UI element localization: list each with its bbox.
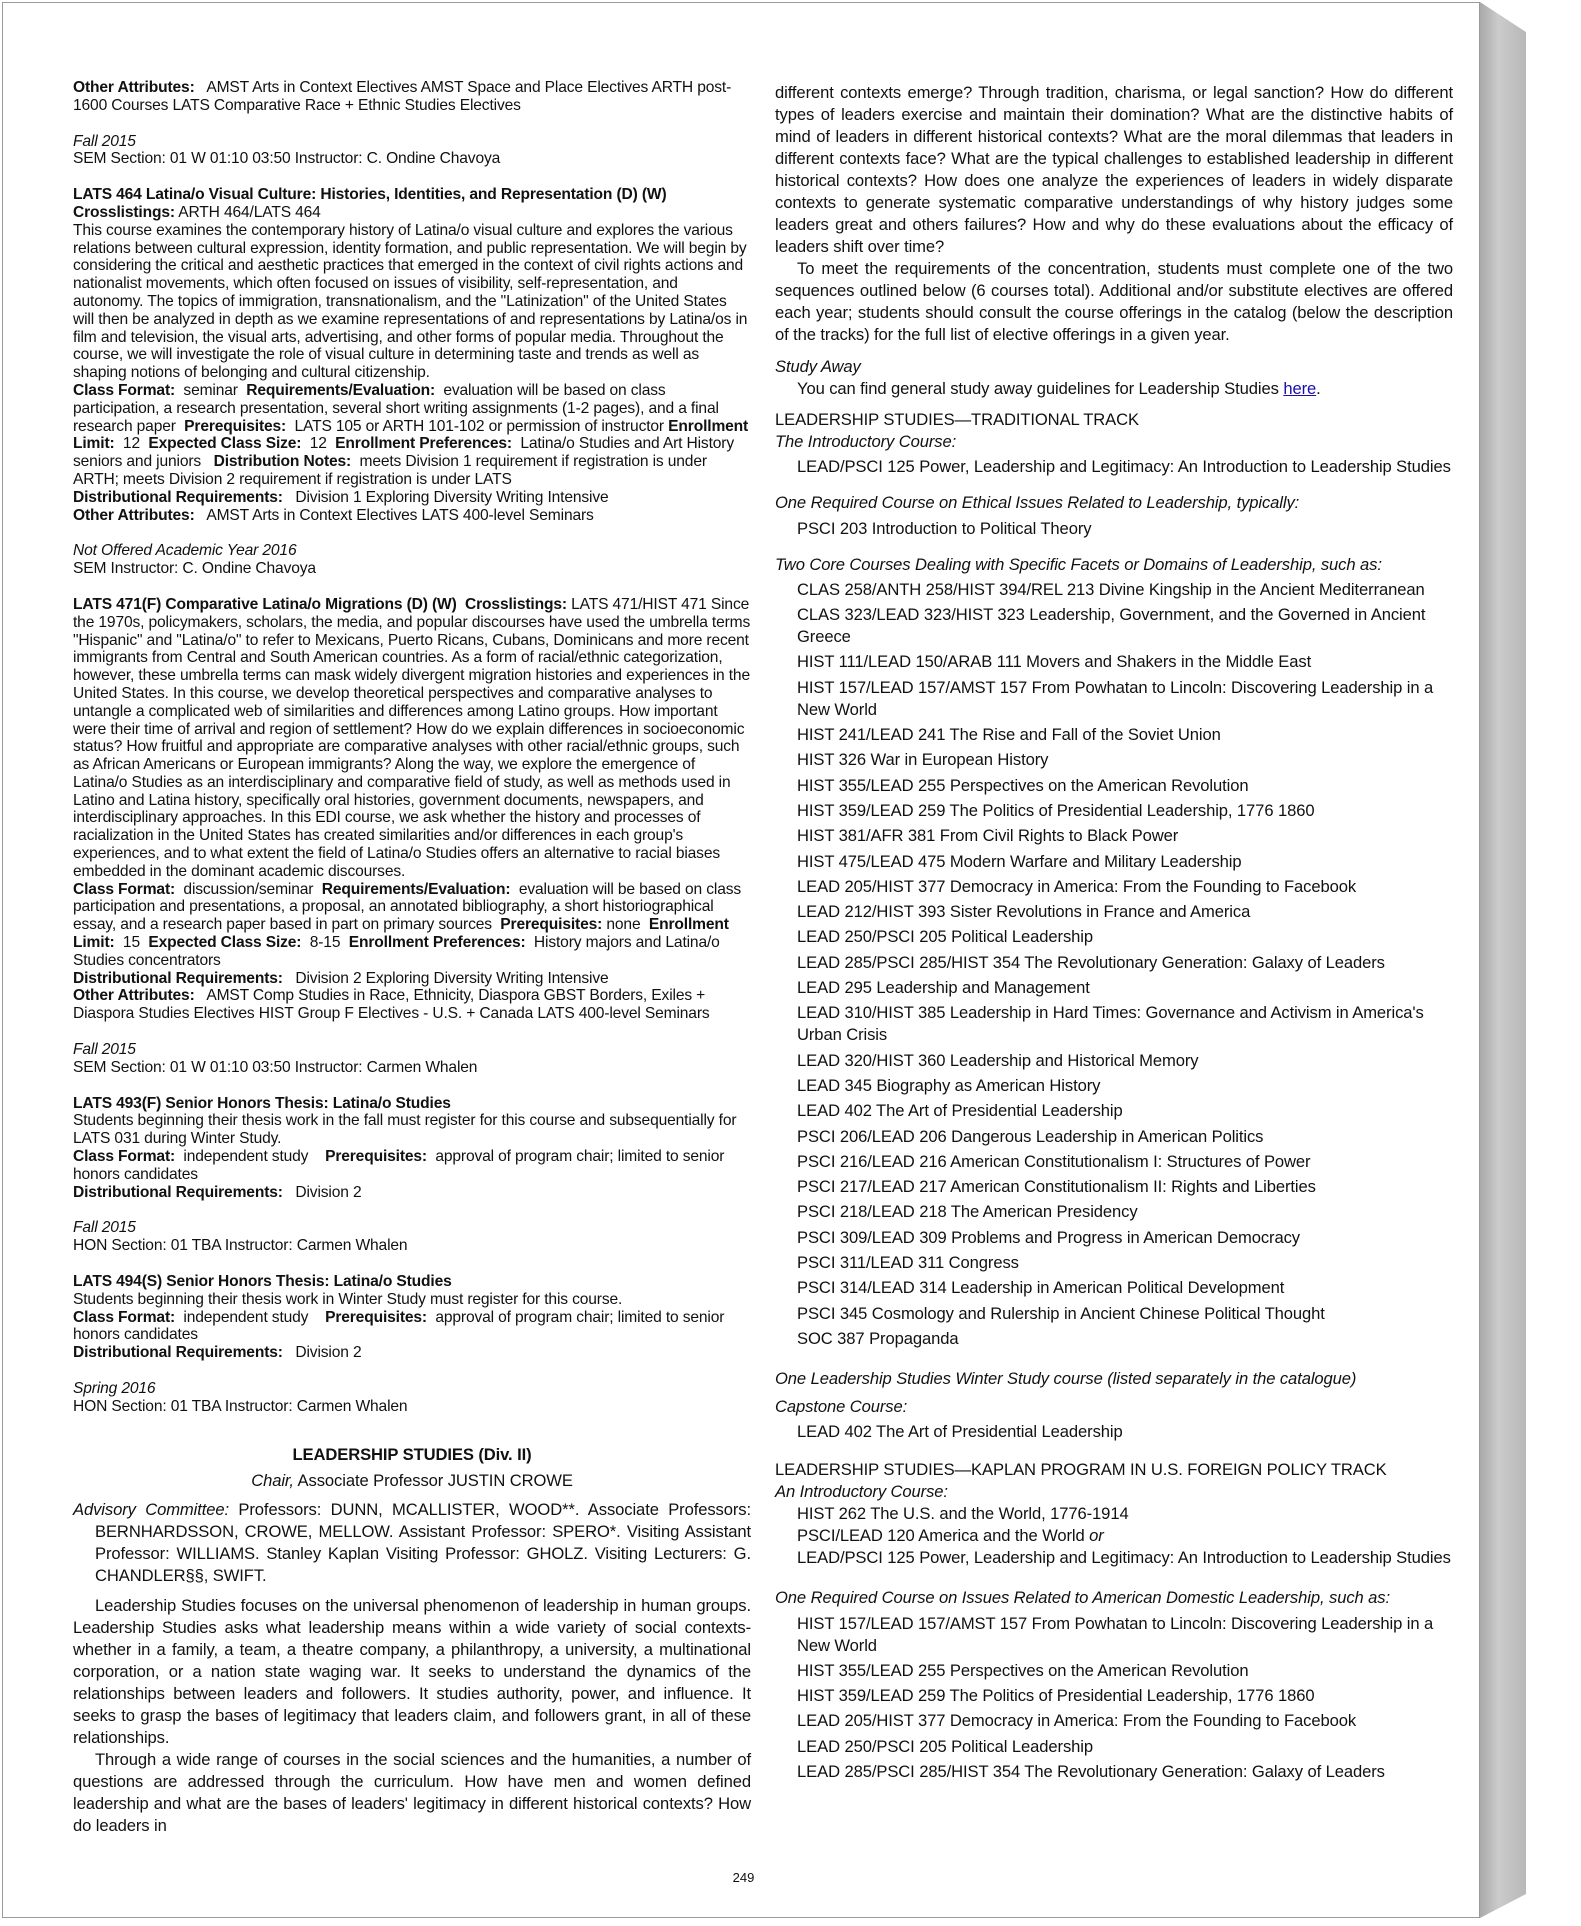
list-item: HIST 157/LEAD 157/AMST 157 From Powhatan to Lincoln: Discovering Leadership in a New World — [797, 677, 1434, 719]
advisory-committee: Advisory Committee: Professors: DUNN, MCALLISTER, WOOD**. Associate Professors: BERNHARDSSON, CROWE, MELLOW. Assistant Professor: SPERO*. Visiting Assistant Professor: WILLIAMS. Stanley Kaplan Visiting Professor: GHOLZ. Visiting Lecturers: G. CHANDLER§§, SWIFT. — [73, 1499, 752, 1585]
list-item: LEAD 345 Biography as American History — [797, 1075, 1101, 1095]
list-item: LEAD 285/PSCI 285/HIST 354 The Revolutionary Generation: Galaxy of Leaders — [797, 1761, 1385, 1781]
list-item: HIST 157/LEAD 157/AMST 157 From Powhatan to Lincoln: Discovering Leadership in a New World — [797, 1613, 1434, 1655]
section-info: SEM Section: 01 W 01:10 03:50 Instructor: Carmen Whalen — [73, 1058, 478, 1076]
subheading: One Required Course on Issues Related to American Domestic Leadership, such as: — [775, 1588, 1390, 1608]
section-heading: LEADERSHIP STUDIES (Div. II) — [292, 1444, 532, 1464]
course-description: Since the 1970s, policymakers, scholars, the media, and popular discourses have used the umbrella terms "Hispanic" and "Latina/o" to refer to Mexicans, Puerto Ricans, Cubans, Dominicans and more recent immigrants from Central and South American countries. As a form of racial/ethnic categorization, however, these umbrella terms can mask widely divergent migration histories and experiences in the United States. In this course, we develop theoretical perspectives and comparative analyses to untangle a complicated web of similarities and differences among Latino groups. How important were their time of arrival and region of settlement? How do we explain differences in socioeconomic status? How fruitful and appropriate are comparative analyses with other racial/ethnic groups, such as African Americans or European immigrants? Along the way, we explore the emergence of Latina/o Studies as an interdisciplinary and comparative field of study, as well as methods used in Latino and Latina history, specifically oral histories, government documents, newspapers, and interdisciplinary approaches. In this EDI course, we ask whether the history and processes of racialization in the United States has created similarities and/or differences in each group's experiences, and to what extent the field of Latina/o Studies offers an alternative to racial biases embedded in the dominant academic discourses. — [73, 595, 751, 880]
subheading: Capstone Course: — [775, 1396, 908, 1416]
list-item: LEAD 295 Leadership and Management — [797, 978, 1090, 998]
here-link[interactable]: here — [1283, 379, 1317, 398]
subheading: One Required Course on Ethical Issues Related to Leadership, typically: — [775, 493, 1300, 513]
list-item: LEAD 250/PSCI 205 Political Leadership — [797, 927, 1093, 947]
course-description: Students beginning their thesis work in the fall must register for this course and subsequentially for LATS 031 during Winter Study. — [73, 1112, 737, 1148]
crosslistings: LATS 471/HIST 471 — [571, 595, 707, 613]
list-item: LEAD/PSCI 125 Power, Leadership and Legitimacy: An Introduction to Leadership Studies — [797, 457, 1451, 477]
list-item: LEAD 250/PSCI 205 Political Leadership — [797, 1736, 1093, 1756]
course-list — [775, 1503, 1453, 1569]
section-info: HON Section: 01 TBA Instructor: Carmen Whalen — [73, 1237, 408, 1255]
list-item: HIST 262 The U.S. and the World, 1776-1914 — [797, 1504, 1129, 1524]
track-heading: LEADERSHIP STUDIES—TRADITIONAL TRACK — [775, 410, 1139, 429]
list-item: LEAD 205/HIST 377 Democracy in America: From the Founding to Facebook — [797, 1711, 1357, 1731]
list-item: LEAD 402 The Art of Presidential Leadership — [797, 1422, 1123, 1442]
list-item: CLAS 258/ANTH 258/HIST 394/REL 213 Divine Kingship in the Ancient Mediterranean — [797, 579, 1425, 599]
subheading: Two Core Courses Dealing with Specific Facets or Domains of Leadership, such as: — [775, 554, 1382, 574]
course-list — [775, 518, 1453, 540]
list-item: PSCI/LEAD 120 America and the World or — [797, 1526, 1104, 1546]
study-away-text: You can find general study away guidelines for Leadership Studies here. — [797, 379, 1321, 398]
course-title: LATS 471(F) Comparative Latina/o Migrations (D) (W) — [73, 595, 457, 613]
course-list — [775, 1613, 1453, 1783]
course-title: LATS 494(S) Senior Honors Thesis: Latina/o Studies — [73, 1273, 452, 1291]
term: Not Offered Academic Year 2016 — [73, 542, 297, 560]
subheading: One Leadership Studies Winter Study course (listed separately in the catalogue) — [775, 1368, 1357, 1388]
list-item: LEAD 402 The Art of Presidential Leadership — [797, 1101, 1123, 1121]
chair-line: Chair, Associate Professor JUSTIN CROWE — [251, 1470, 573, 1490]
term: Fall 2015 — [73, 1219, 136, 1237]
leadership-studies-intro — [73, 1444, 751, 1837]
list-item: LEAD 212/HIST 393 Sister Revolutions in France and America — [797, 902, 1251, 922]
list-item: LEAD 285/PSCI 285/HIST 354 The Revolutionary Generation: Galaxy of Leaders — [797, 952, 1385, 972]
body-paragraph: Through a wide range of courses in the social sciences and the humanities, a number of questions are addressed through the curriculum. How have men and women defined leadership and what are the bases of leaders' legitimacy in different historical contexts? How do leaders in — [73, 1749, 751, 1835]
other-attributes: Other Attributes: AMST Arts in Context Electives AMST Space and Place Electives ARTH post-1600 Courses LATS Comparative Race + Ethnic Studies Electives — [73, 79, 732, 114]
course-details: Class Format: independent study Prerequisites: approval of program chair; limited to senior honors candidates — [73, 1308, 725, 1344]
list-item: HIST 381/AFR 381 From Civil Rights to Black Power — [797, 826, 1179, 846]
term: Fall 2015 — [73, 1041, 136, 1059]
page-number: 249 — [732, 1870, 755, 1885]
section-info: SEM Section: 01 W 01:10 03:50 Instructor: C. Ondine Chavoya — [73, 150, 501, 168]
list-item: HIST 359/LEAD 259 The Politics of Presidential Leadership, 1776 1860 — [797, 800, 1315, 820]
list-item: PSCI 218/LEAD 218 The American Presidency — [797, 1202, 1138, 1222]
page-edge-shadow — [1480, 2, 1526, 1918]
course-details: Class Format: seminar Requirements/Evaluation: evaluation will be based on class participation, a research presentation, several short writing assignments (1-2 pages), and a final research paper Prerequisites: LATS 105 or ARTH 101-102 or permission of instructor Enrollment Limit: 12 Expected Class Size: 12 Enrollment Preferences: Latina/o Studies and Art History seniors and juniors Distribution Notes: meets Division 1 requirement if registration is under ARTH; meets Division 2 requirement if registration is under LATS — [73, 381, 749, 488]
list-item: LEAD/PSCI 125 Power, Leadership and Legitimacy: An Introduction to Leadership Studies — [797, 1548, 1451, 1568]
term: Spring 2016 — [73, 1380, 156, 1397]
body-paragraph: Leadership Studies focuses on the universal phenomenon of leadership in human groups. Leadership Studies asks what leadership means within a wide variety of social contexts-whether in a family, a team, a theatre company, a philanthropy, a university, a multinational corporation, or a nation state waging war. It seeks to understand the dynamics of the relationships between leaders and followers. It studies authority, power, and influence. It seeks to grasp the bases of legitimacy that leaders claim, and followers grant, in all of these relationships. — [73, 1595, 751, 1747]
subheading-study-away: Study Away — [775, 357, 861, 376]
list-item: PSCI 309/LEAD 309 Problems and Progress in American Democracy — [797, 1227, 1301, 1247]
section-info: SEM Instructor: C. Ondine Chavoya — [73, 560, 316, 578]
other-attributes: AMST Comp Studies in Race, Ethnicity, Diaspora GBST Borders, Exiles + Diaspora Studies Electives HIST Group F Electives - U.S. + Canada LATS 400-level Seminars — [73, 987, 710, 1023]
list-item: LEAD 320/HIST 360 Leadership and Historical Memory — [797, 1050, 1199, 1070]
distributional-requirements: Division 2 — [295, 1344, 362, 1362]
list-item: PSCI 217/LEAD 217 American Constitutionalism II: Rights and Liberties — [797, 1177, 1316, 1197]
list-item: HIST 359/LEAD 259 The Politics of Presidential Leadership, 1776 1860 — [797, 1686, 1315, 1706]
catalog-page — [2, 2, 1480, 1918]
course-lats-471: LATS 471(F) Comparative Latina/o Migrations (D) (W) Crosslistings: LATS 471/HIST 471 Since the 1970s, policymakers, scholars, the media, and popular discourses have used the umbrella terms "Hispanic" and "Latina/o" to refer to Mexicans, Puerto Ricans, Cubans, Dominicans and more recent immigrants from Central and South American countries. As a form of racial/ethnic categorization, however, these umbrella terms can mask widely divergent migration histories and experiences in the United States. In this course, we develop theoretical perspectives and comparative analyses to untangle a complicated web of similarities and differences among Latino groups. How important were their time of arrival and region of settlement? How do we explain differences in socioeconomic status? How fruitful and appropriate are comparative analyses with other racial/ethnic groups, such as African Americans or European immigrants? Along the way, we explore the emergence of Latina/o Studies as an interdisciplinary and comparative field of study, as well as methods used in Latino and Latina history, specifically oral histories, government documents, newspapers, and interdisciplinary approaches. In this EDI course, we ask whether the history and processes of racialization in the United States has created similarities and/or differences in each group's experiences, and to what extent the field of Latina/o Studies offers an alternative to racial biases embedded in the dominant academic discourses. Class Format: discussion/seminar Requirements/Evaluation: evaluation will be based on class participation and presentations, a proposal, an annotated bibliography, a short historiographical essay, and a research paper based in part on primary sources Prerequisites: none Enrollment Limit: 15 Expected Class Size: 8-15 Enrollment Preferences: History majors and Latina/o Studies concentrators Distributional Requirements: Division 2 Exploring Diversity Writing Intensive Other Attributes: AMST Comp Studies in Race, Ethnicity, Diaspora GBST Borders, Exiles + Diaspora Studies Electives HIST Group F Electives - U.S. + Canada LATS 400-level Seminars Fall 2015 SEM Section: 01 W 01:10 03:50 Instructor: Carmen Whalen — [73, 595, 751, 1076]
list-item: PSCI 203 Introduction to Political Theory — [797, 518, 1092, 538]
list-item: PSCI 345 Cosmology and Rulership in Ancient Chinese Political Thought — [797, 1303, 1325, 1323]
list-item: PSCI 206/LEAD 206 Dangerous Leadership in American Politics — [797, 1126, 1264, 1146]
course-title: LATS 464 Latina/o Visual Culture: Histories, Identities, and Representation (D) (W) — [73, 186, 667, 204]
list-item: PSCI 314/LEAD 314 Leadership in American Political Development — [797, 1278, 1285, 1298]
list-item: PSCI 311/LEAD 311 Congress — [797, 1253, 1019, 1273]
list-item: PSCI 216/LEAD 216 American Constitutionalism I: Structures of Power — [797, 1151, 1311, 1171]
list-item: LEAD 310/HIST 385 Leadership in Hard Times: Governance and Activism in America's Urban Crisis — [797, 1003, 1424, 1045]
course-list — [775, 456, 1453, 478]
crosslistings: ARTH 464/LATS 464 — [178, 203, 321, 221]
list-item: HIST 326 War in European History — [797, 750, 1049, 770]
course-lats-464: LATS 464 Latina/o Visual Culture: Histories, Identities, and Representation (D) (W) Crosslistings: ARTH 464/LATS 464 This course examines the contemporary history of Latina/o visual culture and explores the various relations between cultural expression, identity formation, and public representation. We will begin by considering the critical and aesthetic practices that emerged in the context of civil rights actions and nationalist movements, which often focused on issues of visibility, self-representation, and autonomy. The topics of immigration, transnationalism, and the "Latinization" of the United States will then be analyzed in depth as we examine representations of and representations by Latina/os in film and television, the visual arts, advertising, and other forms of popular media. Throughout the course, we will investigate the role of visual culture in determining taste and trends as well as shaping notions of belonging and cultural citizenship. Class Format: seminar Requirements/Evaluation: evaluation will be based on class participation, a research presentation, several short writing assignments (1-2 pages), and a final research paper Prerequisites: LATS 105 or ARTH 101-102 or permission of instructor Enrollment Limit: 12 Expected Class Size: 12 Enrollment Preferences: Latina/o Studies and Art History seniors and juniors Distribution Notes: meets Division 1 requirement if registration is under ARTH; meets Division 2 requirement if registration is under LATS Distributional Requirements: Division 1 Exploring Diversity Writing Intensive Other Attributes: AMST Arts in Context Electives LATS 400-level Seminars Not Offered Academic Year 2016 SEM Instructor: C. Ondine Chavoya — [73, 186, 751, 578]
list-item: HIST 111/LEAD 150/ARAB 111 Movers and Shakers in the Middle East — [797, 652, 1312, 672]
course-description: This course examines the contemporary history of Latina/o visual culture and explores the various relations between cultural expression, identity formation, and public representation. We will begin by considering the critical and aesthetic practices that emerged in the context of civil rights actions and nationalist movements, which often focused on issues of visibility, self-representation, and autonomy. The topics of immigration, transnationalism, and the "Latinization" of the United States will then be analyzed in depth as we examine representations of and representations by Latina/os in film and television, the visual arts, advertising, and other forms of popular media. Throughout the course, we will investigate the role of visual culture in determining taste and trends as well as shaping notions of belonging and cultural citizenship. — [73, 221, 748, 382]
distributional-requirements: Division 1 Exploring Diversity Writing Intensive — [295, 488, 609, 506]
right-column — [775, 82, 1453, 1786]
course-lats-494: LATS 494(S) Senior Honors Thesis: Latina/o Studies Students beginning their thesis work in Winter Study must register for this course. Class Format: independent study Prerequisites: approval of program chair; limited to senior honors candidates Distributional Requirements: Division 2 Spring 2016 HON Section: 01 TBA Instructor: Carmen Whalen — [73, 1273, 751, 1416]
list-item: LEAD 205/HIST 377 Democracy in America: From the Founding to Facebook — [797, 876, 1357, 896]
course-list — [775, 1421, 1453, 1443]
course-lats-493: LATS 493(F) Senior Honors Thesis: Latina/o Studies Students beginning their thesis work in the fall must register for this course and subsequentially for LATS 031 during Winter Study. Class Format: independent study Prerequisites: approval of program chair; limited to senior honors candidates Distributional Requirements: Division 2 Fall 2015 HON Section: 01 TBA Instructor: Carmen Whalen — [73, 1095, 751, 1255]
course-details: Class Format: independent study Prerequisites: approval of program chair; limited to senior honors candidates — [73, 1148, 725, 1183]
subheading: The Introductory Course: — [775, 432, 957, 451]
distributional-requirements: Division 2 Exploring Diversity Writing Intensive — [295, 969, 609, 987]
course-description: Students beginning their thesis work in Winter Study must register for this course. — [73, 1290, 623, 1308]
list-item: SOC 387 Propaganda — [797, 1328, 959, 1348]
distributional-requirements: Division 2 — [295, 1183, 362, 1201]
left-column — [73, 79, 751, 1837]
other-attributes: AMST Arts in Context Electives LATS 400-level Seminars — [206, 506, 594, 524]
track-heading: LEADERSHIP STUDIES—KAPLAN PROGRAM IN U.S. FOREIGN POLICY TRACK — [775, 1460, 1387, 1480]
list-item: CLAS 323/LEAD 323/HIST 323 Leadership, Government, and the Governed in Ancient Greece — [797, 605, 1426, 647]
body-paragraph: To meet the requirements of the concentration, students must complete one of the two sequences outlined below (6 courses total). Additional and/or substitute electives are offered each year; students should consult the course offerings in the catalog (below the description of the tracks) for the full list of elective offerings in a given year. — [775, 259, 1453, 344]
body-paragraph: different contexts emerge? Through tradition, charisma, or legal sanction? How do different types of leaders exercise and maintain their domination? What are the distinctive habits of mind of leaders in different historical contexts? What are the moral dilemmas that leaders in different contexts face? What are the typical challenges to established leadership in different historical contexts? How does one analyze the experiences of leaders in widely disparate contexts to generate systematic comparative understandings of why history judges some leaders great and others failures? How and why do these evaluations about the efficacy of leaders shift over time? — [775, 83, 1453, 256]
section-info: HON Section: 01 TBA Instructor: Carmen Whalen — [73, 1397, 408, 1415]
term: Fall 2015 — [73, 132, 136, 150]
list-item: HIST 355/LEAD 255 Perspectives on the American Revolution — [797, 775, 1249, 795]
list-item: HIST 475/LEAD 475 Modern Warfare and Military Leadership — [797, 851, 1242, 871]
list-item: HIST 355/LEAD 255 Perspectives on the American Revolution — [797, 1660, 1249, 1680]
course-title: LATS 493(F) Senior Honors Thesis: Latina/o Studies — [73, 1094, 451, 1112]
course-details: Class Format: discussion/seminar Requirements/Evaluation: evaluation will be based on class participation and presentations, a proposal, an annotated bibliography, a short historiographical essay, and a research paper based in part on primary sources Prerequisites: none Enrollment Limit: 15 Expected Class Size: 8-15 Enrollment Preferences: History majors and Latina/o Studies concentrators — [73, 880, 742, 969]
subheading: An Introductory Course: — [775, 1482, 948, 1502]
list-item: HIST 241/LEAD 241 The Rise and Fall of the Soviet Union — [797, 725, 1221, 745]
course-list — [775, 579, 1453, 1350]
